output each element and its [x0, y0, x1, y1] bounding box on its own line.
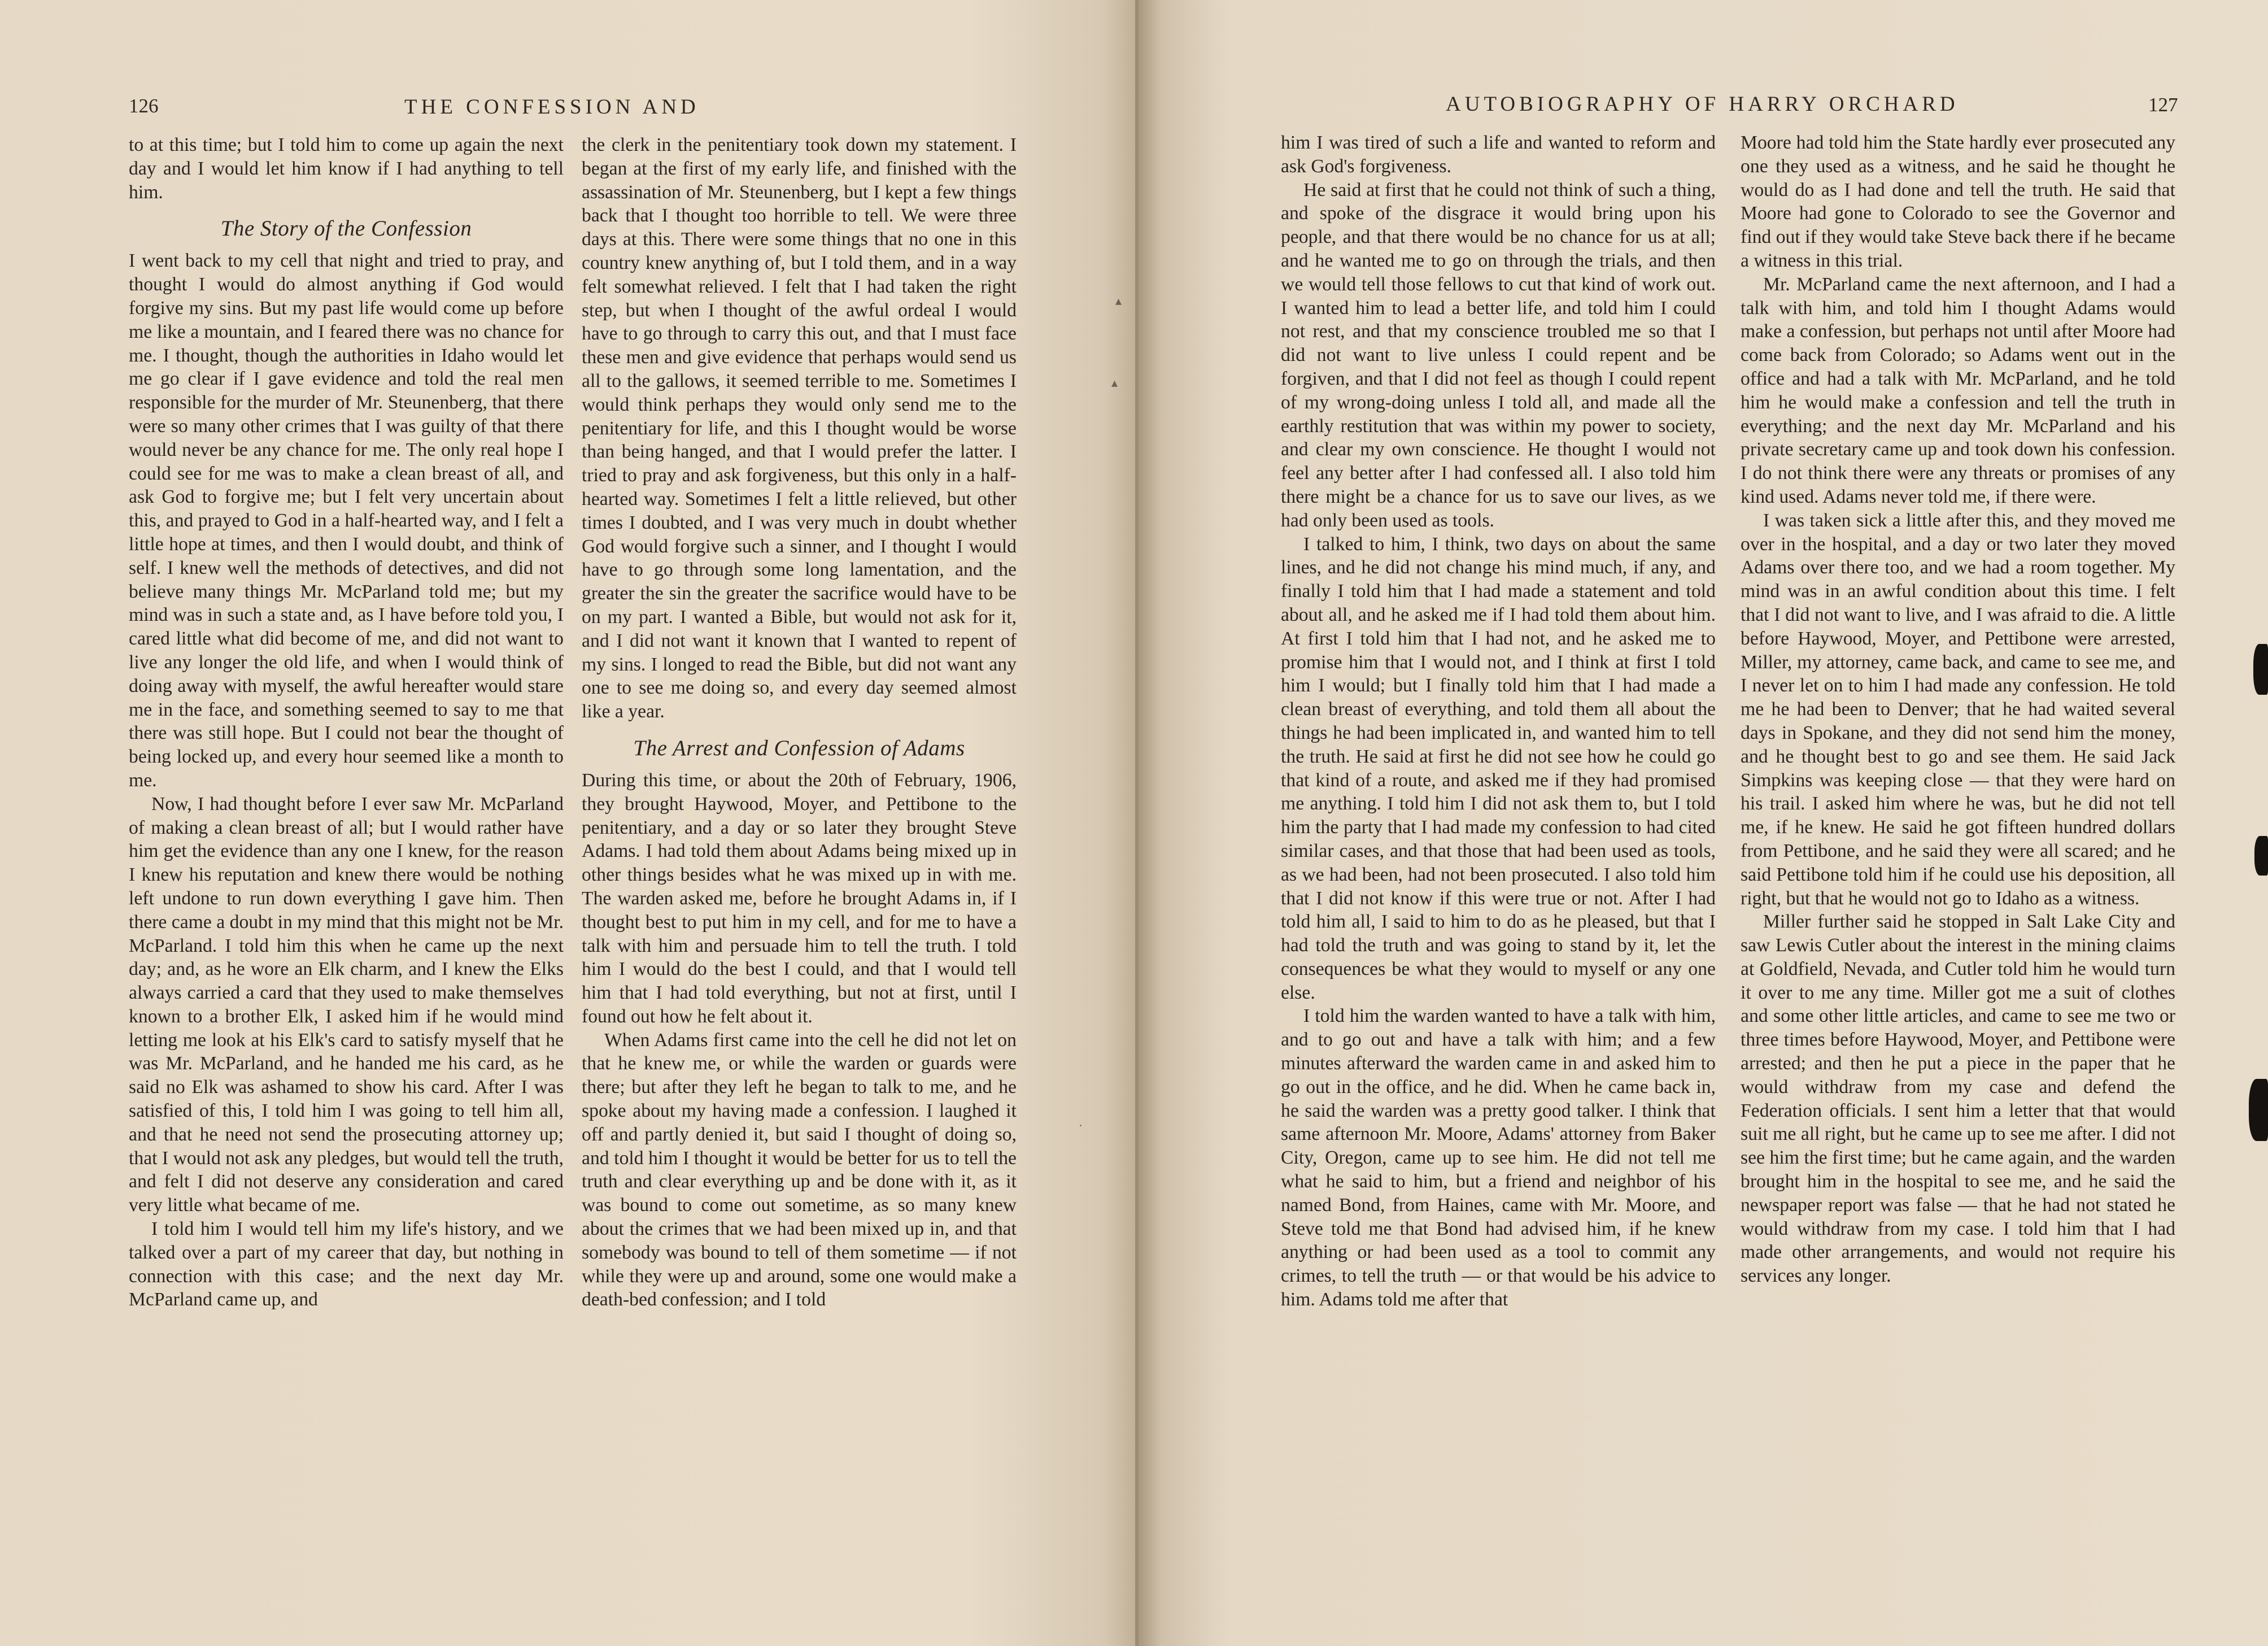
- page-number: 126: [129, 95, 159, 117]
- paragraph: to at this time; but I told him to come up again the next day and I would let him know if I had anything to tell him.: [129, 134, 564, 203]
- paragraph: He said at first that he could not think of such a thing, and spoke of the disgrace it would bring upon his people, and that there would be no chance for us at all; and he wanted me to go on through the trials, and then we would tell those fellows to cut that kind of work out. I wanted him to lead a better life, and told him I could not rest, and that my conscience troubled me so that I did not want to live unless I could repent and be forgiven, and that I did not feel as though I could repent of my wrong-doing unless I told all, and made all the earthly restitution that was within my power to society, and clear my own conscience. He thought I would not feel any better after I had confessed all. I also told him there might be a chance for us to save our lives, as we had only been used as tools.: [1281, 179, 1716, 531]
- left-column-2: [582, 133, 1017, 1312]
- paragraph: Miller further said he stopped in Salt Lake City and saw Lewis Cutler about the interest in the mining claims at Goldfield, Nevada, and Cutler told him he would turn it over to me any time. Miller got me a suit of clothes and some other little articles, and came to see me two or three times before Haywood, Moyer, and Pettibone were arrested; and then he put a piece in the paper that he would withdraw from my case and defend the Federation officials. I sent him a letter that that would suit me all right, but he came up to see me after. I did not see him the first time; but he came again, and the warden brought him in the hospital to see me, and he said the newspaper report was false — that he had not stated he would withdraw from my case. I told him that I had made other arrangements, and would not require his services any longer.: [1741, 911, 2175, 1287]
- right-column-2: [1741, 131, 2175, 1288]
- right-page: [1139, 0, 2268, 1646]
- running-head: THE CONFESSION AND: [404, 95, 700, 119]
- running-head: AUTOBIOGRAPHY OF HARRY ORCHARD: [1446, 93, 1959, 116]
- paragraph: the clerk in the penitentiary took down my statement. I began at the first of my early life, and finished with the assassination of Mr. Steunenberg, but I kept a few things back that I thought too horrible to tell. We were three days at this. There were some things that no one in this country knew anything of, but I told them, and in a way felt somewhat relieved. I felt that I had taken the right step, but when I thought of the awful ordeal I would have to go through to carry this out, and that I must face these men and give evidence that perhaps would send us all to the gallows, it seemed terrible to me. Sometimes I would think perhaps they would only send me to the penitentiary for life, and this I thought would be worse than being hanged, and that I would prefer the latter. I tried to pray and ask forgiveness, but this only in a half-hearted way. Sometimes I felt a little relieved, but other times I doubted, and I was very much in doubt whether God would forgive such a sinner, and I thought I would have to go through some long lamentation, and the greater the sin the greater the sacrifice would have to be on my part. I wanted a Bible, but would not ask for it, and I did not want it known that I wanted to repent of my sins. I longed to read the Bible, but did not want any one to see me doing so, and every day seemed almost like a year.: [582, 134, 1017, 722]
- paper-speck: ▴: [1115, 294, 1122, 308]
- page-edge-tab: [2253, 644, 2268, 695]
- section-heading: The Arrest and Confession of Adams: [633, 735, 965, 760]
- paragraph: During this time, or about the 20th of February, 1906, they brought Haywood, Moyer, and Pettibone to the penitentiary, and a day or so later they brought Steve Adams. I had told them about Adams being mixed up in other things besides what he was mixed up in with me. The warden asked me, before he brought Adams in, if I thought best to put him in my cell, and for me to have a talk with him and persuade him to tell the truth. I told him I would do the best I could, and that I would tell him that I had told everything, but not at first, until I found out how he felt about it.: [582, 769, 1017, 1027]
- paper-speck: ▴: [1111, 376, 1118, 390]
- paragraph: Moore had told him the State hardly ever prosecuted any one they used as a witness, and he said he thought he would do as I had done and tell the truth. He said that Moore had gone to Colorado to see the Governor and find out if they would take Steve back there if he became a witness in this trial.: [1741, 132, 2175, 271]
- page-edge-tab: [2249, 1079, 2268, 1141]
- paragraph: Now, I had thought before I ever saw Mr. McParland of making a clean breast of all; but I would rather have him get the evidence than any one I knew, for the reason I knew his reputation and knew there would be nothing left undone to run down everything I gave him. Then there came a doubt in my mind that this might not be Mr. McParland. I told him this when he came up the next day; and, as he wore an Elk charm, and I knew the Elks always carried a card that they used to make themselves known to a brother Elk, I asked him if he would mind letting me look at his Elk's card to satisfy myself that he was Mr. McParland, and he handed me his card, as he said no Elk was ashamed to show his card. After I was satisfied of this, I told him I was going to tell him all, and that he need not send the prosecuting attorney up; that I would not ask any pledges, but would tell the truth, and felt I did not deserve any consideration and cared very little what became of me.: [129, 793, 564, 1216]
- paragraph: I was taken sick a little after this, and they moved me over in the hospital, and a day or two later they moved Adams over there too, and we had a room together. My mind was in an awful condition about this time. I felt that I did not want to live, and I was afraid to die. A little before Haywood, Moyer, and Pettibone were arrested, Miller, my attorney, came back, and came to see me, and I never let on to him I had made any confession. He told me he had been to Denver; that he had waited several days in Spokane, and they did not send him the money, and he thought best to go and see them. He said Jack Simpkins was keeping close — that they were hard on his trail. I asked him where he was, but he did not tell me, if he knew. He said he got fifteen hundred dollars from Pettibone, and he said they were all scared; and he said Pettibone told him if he could use his deposition, all right, but that he would not go to Idaho as a witness.: [1741, 510, 2175, 909]
- paragraph: him I was tired of such a life and wanted to reform and ask God's forgiveness.: [1281, 132, 1716, 177]
- paragraph: I went back to my cell that night and tried to pray, and thought I would do almost anything if God would forgive my sins. But my past life would come up before me like a mountain, and I feared there was no chance for me. I thought, though the authorities in Idaho would let me go clear if I gave evidence and told the real men responsible for the murder of Mr. Steunenberg, that there were so many other crimes that I was guilty of that there would never be any chance for me. The only real hope I could see for me was to make a clean breast of all, and ask God to forgive me; but I felt very uncertain about this, and prayed to God in a half-hearted way, and I felt a little hope at times, and then I would doubt, and think of self. I knew well the methods of detectives, and did not believe many things Mr. McParland told me; but my mind was in such a state and, as I have before told you, I cared little what did become of me, and did not want to live any longer the old life, and when I would think of doing away with myself, the awful hereafter would stare me in the face, and something seemed to say to me that there was still hope. But I could not bear the thought of being locked up, and every hour seemed like a month to me.: [129, 250, 564, 791]
- page-edge-tab: [2254, 836, 2268, 876]
- paragraph: When Adams first came into the cell he did not let on that he knew me, or while the warden or guards were there; but after they left he began to talk to me, and he spoke about my having made a confession. I laughed it off and partly denied it, but said I thought of doing so, and told him I thought it would be better for us to tell the truth and clear everything up and be done with it, as it was bound to come out sometime, as so many knew about the crimes that we had been mixed up in, and that somebody was bound to tell of them sometime — if not while they were up and around, some one would make a death-bed confession; and I told: [582, 1029, 1017, 1310]
- paragraph: I told him I would tell him my life's history, and we talked over a part of my career that day, but nothing in connection with this case; and the next day Mr. McParland came up, and: [129, 1218, 564, 1310]
- left-column-1: [129, 133, 564, 1312]
- paragraph: I told him the warden wanted to have a talk with him, and to go out and have a talk with him; and a few minutes afterward the warden came in and asked him to go out in the office, and he did. When he came back in, he said the warden was a pretty good talker. I think that same afternoon Mr. Moore, Adams' attorney from Baker City, Oregon, came up to see him. He did not tell me what he said to him, but a friend and neighbor of his named Bond, from Haines, came with Mr. Moore, and Steve told me that Bond had advised him, if he knew anything or had been used as a tool to commit any crimes, to tell the truth — or that would be his advice to him. Adams told me after that: [1281, 1005, 1716, 1310]
- right-column-1: [1281, 131, 1716, 1312]
- page-number: 127: [2148, 94, 2178, 116]
- paper-speck: ·: [1079, 1118, 1083, 1133]
- paragraph: I talked to him, I think, two days on about the same lines, and he did not change his mind much, if any, and finally I told him that I had made a statement and told about all, and he asked me if I had told them about him. At first I told him that I had not, and he asked me to promise him that I would not, and I think at first I told him I would; but I finally told him that I had made a clean breast of everything, and told them all about the things he had been implicated in, and wanted him to tell the truth. He said at first he did not see how he could go that kind of a route, and asked me if they had promised me anything. I told him I did not ask them to, but I told him the party that I had made my confession to had cited similar cases, and that those that had been used as tools, as we had been, had not been prosecuted. I also told him that I did not know if this were true or not. After I had told him all, I said to him to do as he pleased, but that I had told the truth and was going to stand by it, let the consequences be what they would to myself or any one else.: [1281, 533, 1716, 1003]
- section-heading: The Story of the Confession: [220, 216, 472, 241]
- paragraph: Mr. McParland came the next afternoon, and I had a talk with him, and told him I thought Adams would make a confession, but perhaps not until after Moore had come back from Colorado; so Adams went out in the office and had a talk with Mr. McParland, and he told him he would make a confession and tell the truth in everything; and the next day Mr. McParland and his private secretary came up and took down his confession. I do not think there were any threats or promises of any kind used. Adams never told me, if there were.: [1741, 273, 2175, 507]
